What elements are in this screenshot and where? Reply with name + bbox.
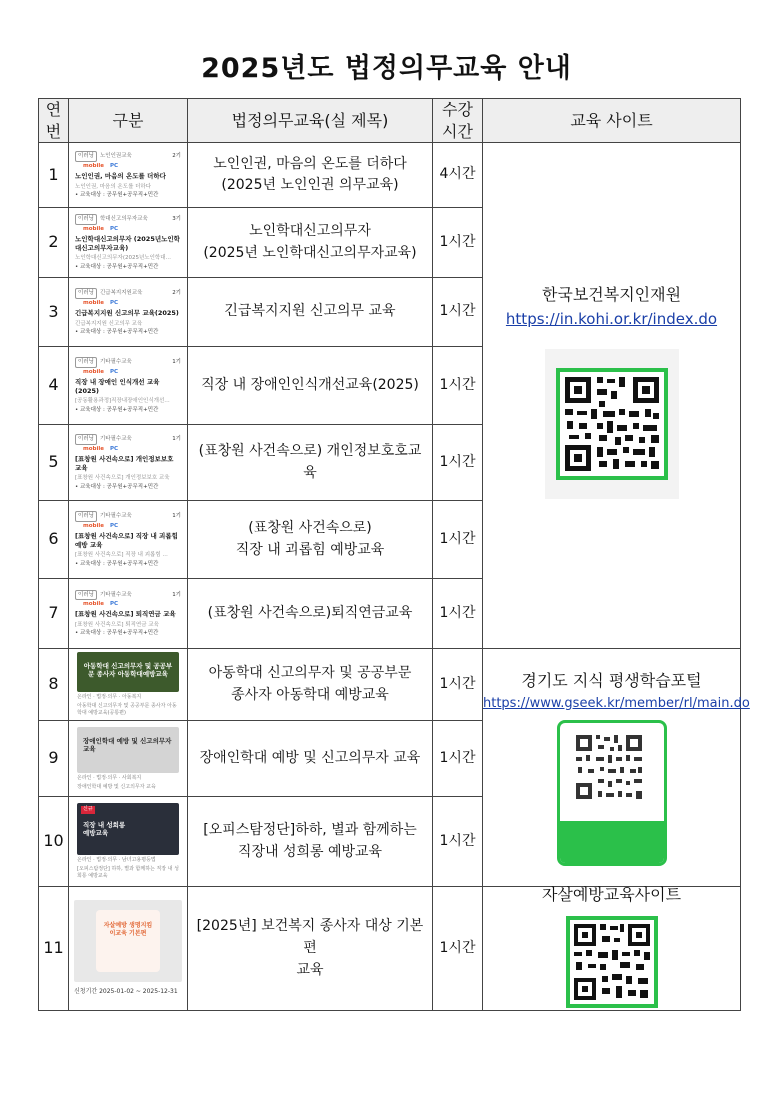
course-title: (표창원 사건속으로) 개인정보호호교육 [188, 425, 433, 501]
table-row [39, 887, 741, 1011]
course-thumbnail: 이러닝 노인인권교육 2기 mobile PC 노인인권, 마음의 온도를 더하다 노인인권, 마음의 온도를 더하다 • 교육대상 : 공무원+공무직+민간 [69, 143, 188, 208]
site-cell-suicide [483, 887, 741, 1011]
site-cell-kohi [483, 143, 741, 649]
pc-icon: PC [109, 299, 119, 306]
site-name-suicide: 자살예방교육사이트 [541, 885, 682, 905]
course-hours: 1시간 [433, 347, 483, 425]
header-no: 연 번 [39, 99, 69, 143]
course-hours: 1시간 [433, 208, 483, 278]
row-number: 6 [39, 501, 69, 579]
new-badge: 신규 [83, 806, 93, 813]
course-hours: 1시간 [433, 797, 483, 887]
site-link-gseek[interactable]: https://www.gseek.kr/member/rl/main.do [483, 695, 750, 711]
mobile-icon: mobile [83, 225, 104, 232]
header-hours: 수강 시간 [433, 99, 483, 143]
course-hours: 1시간 [433, 721, 483, 797]
course-title: (표창원 사건속으로)퇴직연금교육 [188, 579, 433, 649]
course-title: 직장 내 장애인인식개선교육(2025) [188, 347, 433, 425]
mobile-icon: mobile [83, 299, 104, 306]
course-thumbnail: 이러닝 기타필수교육 1기 mobile PC [표창원 사건속으로] 퇴직연금 교육 [표창원 사건속으로] 퇴직연금 교육 • 교육대상 : 공무원+공무직+민간 [69, 579, 188, 649]
course-image: 아동학대 신고의무자 및 공공부문 종사자 아동학대예방교육 [77, 652, 179, 692]
pc-icon: PC [109, 522, 119, 529]
course-thumbnail: 자살예방 생명지킴이교육 기본편 신청기간 2025-01-02 ~ 2025-12-31 [69, 887, 188, 1011]
course-title: [오피스탐정단]하하, 별과 함께하는 직장내 성희롱 예방교육 [188, 797, 433, 887]
site-name-gseek: 경기도 지식 평생학습포털 [521, 671, 702, 691]
course-title: [2025년] 보건복지 종사자 대상 기본편 교육 [188, 887, 433, 1011]
course-thumbnail: 신규 직장 내 성희롱 예방교육 온라인 · 법정·의무 · 남녀고용평등법 [오피스탐정단] 하하, 별과 함께하는 직장 내 성희롱 예방교육 [69, 797, 188, 887]
course-title: 긴급복지지원 신고의무 교육 [188, 278, 433, 347]
course-image: 신규 직장 내 성희롱 예방교육 [77, 803, 179, 855]
header-title: 법정의무교육(실 제목) [188, 99, 433, 143]
row-number: 7 [39, 579, 69, 649]
row-number: 2 [39, 208, 69, 278]
header-category: 구분 [69, 99, 188, 143]
qr-code-kohi [545, 349, 679, 499]
pc-icon: PC [109, 445, 119, 452]
mobile-icon: mobile [83, 445, 104, 452]
course-hours: 1시간 [433, 425, 483, 501]
row-number: 8 [39, 649, 69, 721]
course-hours: 1시간 [433, 501, 483, 579]
course-thumbnail: 이러닝 긴급복지지원교육 2기 mobile PC 긴급복지지원 신고의무 교육(2025) 긴급복지지원 신고의무 교육 • 교육대상 : 공무원+공무직+민간 [69, 278, 188, 347]
row-number: 1 [39, 143, 69, 208]
course-hours: 1시간 [433, 649, 483, 721]
row-number: 4 [39, 347, 69, 425]
course-thumbnail: 장애인학대 예방 및 신고의무자 교육 온라인 · 법정·의무 · 사회복지 장애인학대 예방 및 신고의무자 교육 [69, 721, 188, 797]
row-number: 11 [39, 887, 69, 1011]
row-number: 10 [39, 797, 69, 887]
pc-icon: PC [109, 368, 119, 375]
course-title: 노인인권, 마음의 온도를 더하다 (2025년 노인인권 의무교육) [188, 143, 433, 208]
header-site: 교육 사이트 [483, 99, 741, 143]
mobile-icon: mobile [83, 601, 104, 608]
qr-code-suicide [566, 916, 658, 1008]
course-thumbnail: 이러닝 기타필수교육 1기 mobile PC 직장 내 장애인 인식개선 교육 (2025) [공동활용과정]직장내장애인인식개선… • 교육대상 : 공무원+공무직+민간 [69, 347, 188, 425]
course-hours: 4시간 [433, 143, 483, 208]
course-hours: 1시간 [433, 887, 483, 1011]
page-title: 2025년도 법정의무교육 안내 [201, 53, 572, 84]
mobile-icon: mobile [83, 368, 104, 375]
course-thumbnail: 아동학대 신고의무자 및 공공부문 종사자 아동학대예방교육 온라인 · 법정·의무 · 아동복지 아동학대 신고의무자 및 공공부문 종사자 아동학대 예방교육(공통편) [69, 649, 188, 721]
site-name-kohi: 한국보건복지인재원 [541, 285, 682, 305]
course-image: 자살예방 생명지킴이교육 기본편 [74, 900, 182, 982]
header-row [39, 99, 741, 143]
site-link-kohi[interactable]: https://in.kohi.or.kr/index.do [505, 309, 718, 328]
course-thumbnail: 이러닝 학대신고의무자교육 3기 mobile PC 노인학대신고의무자 (2025년노인학대신고의무자교육) 노인학대신고의무자(2025년노인학대… • 교육대상 : 공무원+공무직+민간 [69, 208, 188, 278]
pc-icon: PC [109, 601, 119, 608]
row-number: 3 [39, 278, 69, 347]
course-title: 장애인학대 예방 및 신고의무자 교육 [188, 721, 433, 797]
course-hours: 1시간 [433, 579, 483, 649]
pc-icon: PC [109, 225, 119, 232]
course-title: 노인학대신고의무자 (2025년 노인학대신고의무자교육) [188, 208, 433, 278]
course-thumbnail: 이러닝 기타필수교육 1기 mobile PC [표창원 사건속으로] 직장 내 괴롭힘 예방 교육 [표창원 사건속으로] 직장 내 괴롭힘 … • 교육대상 : 공무원+공무직+민간 [69, 501, 188, 579]
qr-code-gseek [560, 723, 658, 813]
mobile-icon: mobile [83, 162, 104, 169]
course-title: 아동학대 신고의무자 및 공공부문 종사자 아동학대 예방교육 [188, 649, 433, 721]
mobile-icon: mobile [83, 522, 104, 529]
row-number: 5 [39, 425, 69, 501]
table-row [39, 649, 741, 721]
pc-icon: PC [109, 162, 119, 169]
site-cell-gseek [483, 649, 750, 887]
course-thumbnail: 이러닝 기타필수교육 1기 mobile PC [표창원 사건속으로] 개인정보보호 교육 [표창원 사건속으로] 개인정보보호 교육 • 교육대상 : 공무원+공무직+민간 [69, 425, 188, 501]
table-row [39, 143, 741, 208]
course-image: 장애인학대 예방 및 신고의무자 교육 [77, 727, 179, 773]
qr-card-gseek [557, 720, 667, 866]
course-hours: 1시간 [433, 278, 483, 347]
row-number: 9 [39, 721, 69, 797]
education-table [38, 98, 750, 1011]
course-title: (표창원 사건속으로) 직장 내 괴롭힘 예방교육 [188, 501, 433, 579]
